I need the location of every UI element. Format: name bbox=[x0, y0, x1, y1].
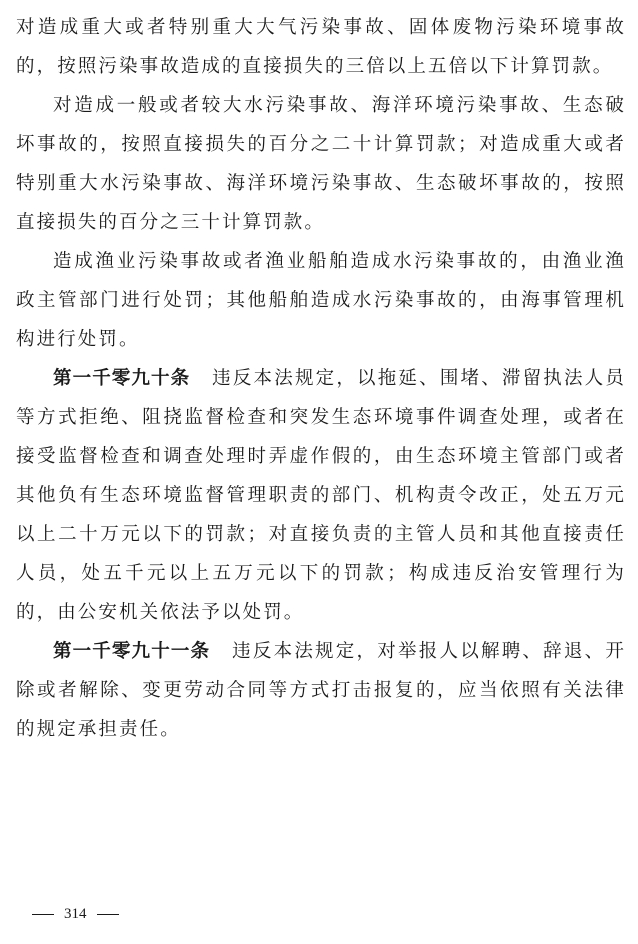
article-1091 bbox=[16, 632, 626, 749]
article-text: 违反本法规定，以拖延、围堵、滞留执法人员等方式拒绝、阻挠监督检查和突发生态环境事件调查处理，或者在接受监督检查和调查处理时弄虚作假的，由生态环境主管部门或者其他负有生态环境监督管理职责的部门、机构责令改正，处五万元以上二十万元以下的罚款；对直接负责的主管人员和其他直接责任人员，处五千元以上五万元以下的罚款；构成违反治安管理行为的，由公安机关依法予以处罚。 bbox=[16, 368, 626, 623]
article-1090 bbox=[16, 359, 626, 632]
document-page bbox=[16, 8, 626, 749]
article-number: 第一千零九十条 bbox=[53, 368, 191, 389]
article-number: 第一千零九十一条 bbox=[53, 641, 211, 662]
page-footer bbox=[22, 906, 129, 923]
article-text: 违反本法规定，对举报人以解聘、辞退、开除或者解除、变更劳动合同等方式打击报复的，应当依照有关法律的规定承担责任。 bbox=[16, 641, 626, 740]
paragraph-text: 对造成一般或者较大水污染事故、海洋环境污染事故、生态破坏事故的，按照直接损失的百分之二十计算罚款；对造成重大或者特别重大水污染事故、海洋环境污染事故、生态破坏事故的，按照直接损失的百分之三十计算罚款。 bbox=[16, 95, 626, 233]
paragraph-continued bbox=[16, 8, 626, 86]
footer-dash-left bbox=[32, 914, 54, 915]
footer-dash-right bbox=[97, 914, 119, 915]
page-number: 314 bbox=[64, 906, 87, 922]
paragraph-text: 造成渔业污染事故或者渔业船舶造成水污染事故的，由渔业渔政主管部门进行处罚；其他船舶造成水污染事故的，由海事管理机构进行处罚。 bbox=[16, 251, 626, 350]
paragraph-text: 对造成重大或者特别重大大气污染事故、固体废物污染环境事故的，按照污染事故造成的直接损失的三倍以上五倍以下计算罚款。 bbox=[16, 17, 626, 77]
paragraph-fishery-penalty bbox=[16, 242, 626, 359]
paragraph-water-marine-penalty bbox=[16, 86, 626, 242]
